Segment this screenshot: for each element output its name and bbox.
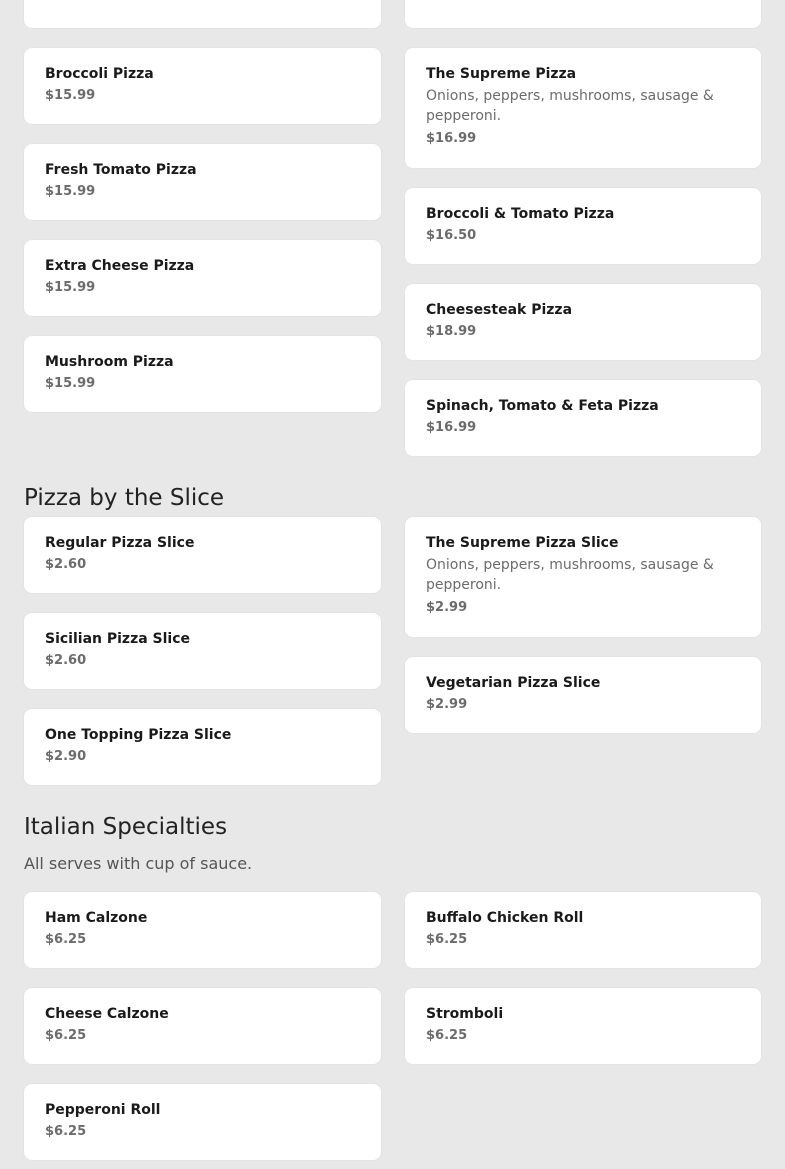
item-price: $16.99 — [426, 131, 477, 146]
item-name: Pepperoni Roll — [45, 1102, 161, 1118]
menu-item-card[interactable] — [24, 709, 381, 785]
item-name: Mushroom Pizza — [45, 354, 174, 370]
item-price: $2.60 — [45, 557, 87, 572]
item-name: Sicilian Pizza Slice — [45, 631, 191, 647]
item-price: $15.99 — [45, 376, 96, 391]
menu-item-card[interactable] — [24, 336, 381, 412]
menu-item-card[interactable] — [24, 0, 381, 28]
menu-item-card[interactable] — [405, 48, 761, 168]
menu-item-card[interactable] — [405, 380, 761, 456]
section-title: Pizza by the Slice — [24, 485, 225, 511]
menu-item-card[interactable] — [405, 188, 761, 264]
item-price: $6.25 — [45, 1124, 87, 1139]
item-price: $18.99 — [426, 324, 477, 339]
item-name: The Supreme Pizza — [426, 66, 577, 82]
item-price: $15.99 — [45, 184, 96, 199]
menu-item-card[interactable] — [24, 144, 381, 220]
item-price: $15.99 — [45, 280, 96, 295]
item-price: $15.99 — [45, 88, 96, 103]
menu-item-card[interactable] — [405, 892, 761, 968]
menu-item-card[interactable] — [24, 988, 381, 1064]
menu-item-card[interactable] — [405, 657, 761, 733]
menu-item-card[interactable] — [24, 892, 381, 968]
item-price: $6.25 — [45, 1028, 87, 1043]
menu-item-card[interactable] — [24, 517, 381, 593]
item-name: Broccoli Pizza — [45, 66, 154, 82]
item-name: Extra Cheese Pizza — [45, 258, 195, 274]
item-name: Regular Pizza Slice — [45, 535, 195, 551]
item-name: Ham Calzone — [45, 910, 148, 926]
item-name: One Topping Pizza Slice — [45, 727, 232, 743]
menu-item-card[interactable] — [405, 517, 761, 637]
item-price: $6.25 — [426, 1028, 468, 1043]
item-price: $2.99 — [426, 600, 468, 615]
item-name: Vegetarian Pizza Slice — [426, 675, 601, 691]
item-name: Broccoli & Tomato Pizza — [426, 206, 615, 222]
item-name: Spinach, Tomato & Feta Pizza — [426, 398, 659, 414]
item-price: $2.60 — [45, 653, 87, 668]
item-price: $16.99 — [426, 420, 477, 435]
section-title: Italian Specialties — [24, 814, 228, 840]
item-price: $2.99 — [426, 697, 468, 712]
menu-item-card[interactable] — [24, 48, 381, 124]
item-price: $2.90 — [45, 749, 87, 764]
menu-item-card[interactable] — [24, 240, 381, 316]
item-name: Cheese Calzone — [45, 1006, 169, 1022]
menu-item-card[interactable] — [405, 988, 761, 1064]
menu-item-card[interactable] — [405, 0, 761, 28]
item-price: $6.25 — [45, 932, 87, 947]
section-note: All serves with cup of sauce. — [24, 854, 253, 873]
item-name: Fresh Tomato Pizza — [45, 162, 197, 178]
item-name: The Supreme Pizza Slice — [426, 535, 619, 551]
item-name: Buffalo Chicken Roll — [426, 910, 584, 926]
menu-item-card[interactable] — [24, 1084, 381, 1160]
item-description: Onions, peppers, mushrooms, sausage & pepperoni. — [426, 557, 714, 593]
item-price: $16.50 — [426, 228, 477, 243]
item-price: $6.25 — [426, 932, 468, 947]
item-name: Cheesesteak Pizza — [426, 302, 573, 318]
item-description: Onions, peppers, mushrooms, sausage & pepperoni. — [426, 88, 714, 124]
item-name: Stromboli — [426, 1006, 504, 1022]
menu-item-card[interactable] — [24, 613, 381, 689]
menu-item-card[interactable] — [405, 284, 761, 360]
